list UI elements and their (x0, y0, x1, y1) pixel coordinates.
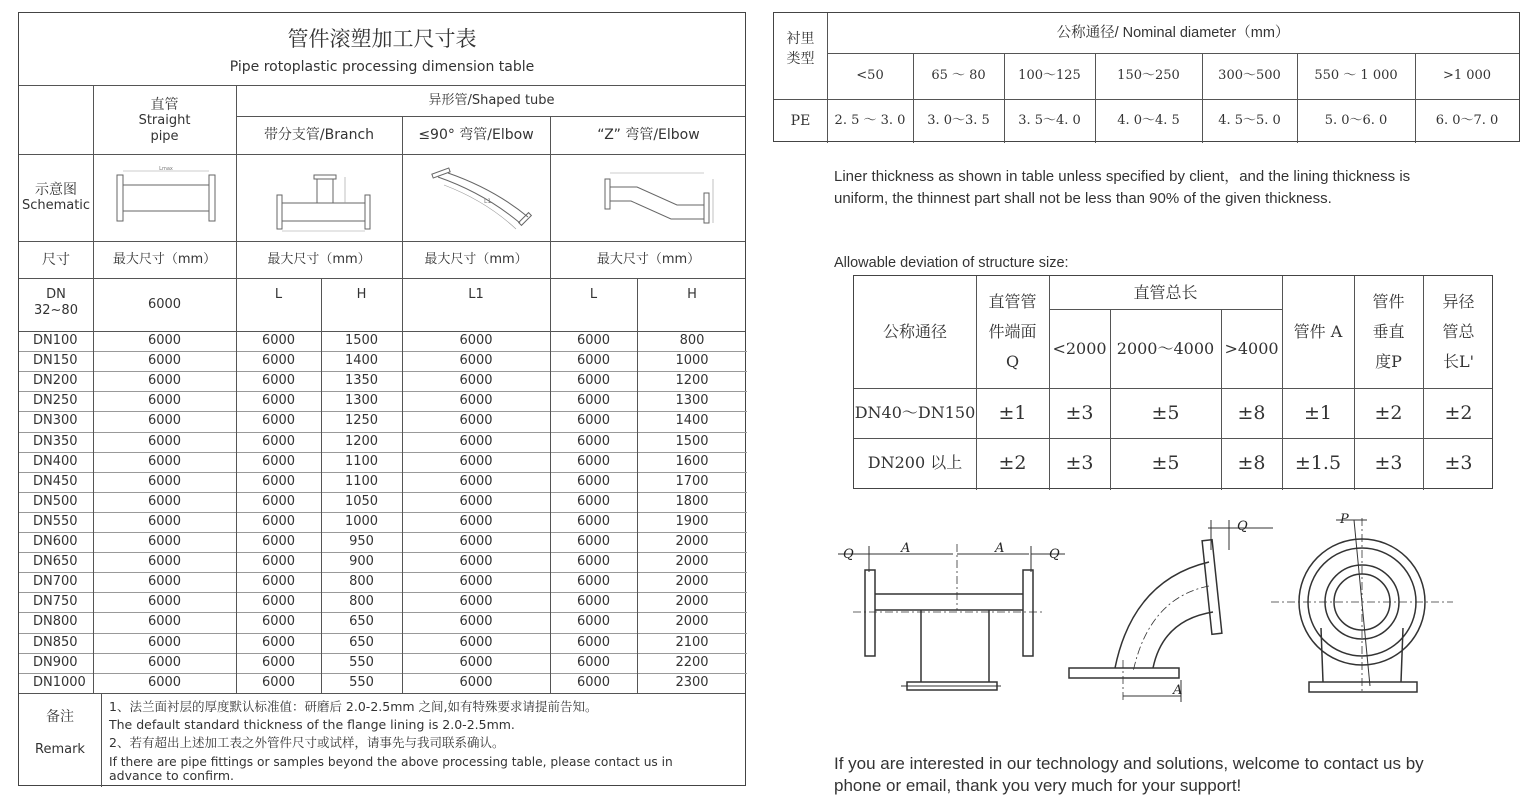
value-cell: 6000 (459, 373, 493, 389)
remark-line2-en-b: advance to confirm. (109, 768, 235, 783)
value-cell: 550 (349, 674, 374, 690)
liner-type-line1: 衬里 (786, 31, 815, 47)
value-cell: 1900 (675, 513, 709, 529)
value-cell: 2200 (675, 654, 709, 670)
value-cell: 6000 (147, 614, 182, 630)
liner-col-header: 100～125 (1018, 68, 1081, 83)
value-cell: 6000 (147, 353, 182, 369)
dev-h-reducer-1: 异径 (1442, 292, 1475, 311)
size-label: 尺寸 (42, 251, 70, 268)
dev-h-reducer-2: 管总 (1442, 322, 1475, 341)
value-cell: 6000 (459, 333, 493, 349)
flange-drawing (1271, 518, 1453, 694)
value-cell: 6000 (261, 473, 296, 489)
dev-value: ±1 (998, 402, 1027, 424)
value-cell: 6000 (459, 393, 493, 409)
dev-value: ±2 (998, 452, 1027, 474)
value-cell: 2100 (675, 634, 709, 650)
tee-label-Q-right: Q (1049, 547, 1060, 562)
dn-cell: DN250 (33, 393, 78, 409)
liner-type-label (774, 27, 827, 71)
value-cell: 6000 (147, 373, 182, 389)
value-cell: 1100 (344, 453, 379, 469)
value-cell: 6000 (576, 413, 611, 429)
value-cell: 2000 (675, 594, 709, 610)
remark-line2-cn: 2、若有超出上述加工表之外管件尺寸或试样，请事先与我司联系确认。 (109, 735, 505, 750)
straight-cn: 直管 (150, 97, 179, 113)
value-cell: 650 (349, 614, 374, 630)
value-cell: 1250 (344, 413, 379, 429)
value-cell: 6000 (459, 674, 493, 690)
value-cell: 6000 (261, 493, 296, 509)
value-cell: 6000 (261, 393, 296, 409)
value-cell: 6000 (261, 353, 296, 369)
value-cell: 6000 (576, 433, 611, 449)
liner-value: 3. 0～3. 5 (927, 113, 990, 128)
dn-cell: DN350 (33, 433, 78, 449)
deviation-caption: Allowable deviation of structure size: (834, 255, 1069, 271)
dev-h-nominal: 公称通径 (882, 322, 947, 341)
dev-h-reducer (1423, 280, 1494, 384)
deviation-table (853, 275, 1493, 489)
dev-value: ±8 (1237, 452, 1266, 474)
value-cell: 6000 (576, 493, 611, 509)
value-cell: 1000 (344, 513, 379, 529)
liner-value: 6. 0～7. 0 (1435, 113, 1499, 128)
contact-text (834, 753, 1424, 797)
elbow-drawing (1069, 520, 1273, 702)
value-cell: 1000 (675, 353, 709, 369)
remark-label-en: Remark (35, 742, 85, 757)
liner-note-line2: uniform, the thinnest part shall not be less than 90% of the given thickness. (834, 190, 1332, 207)
deviation-rows (854, 388, 1494, 490)
dev-h-gt4000: >4000 (1224, 338, 1279, 358)
elbow90-header: ≤90° 弯管/Elbow (418, 127, 534, 143)
dimension-rows (19, 331, 747, 693)
col-H-z: H (687, 287, 697, 302)
value-cell: 6000 (261, 554, 296, 570)
dev-h-endface-2: 件端面 (988, 322, 1037, 341)
value-cell: 6000 (576, 513, 611, 529)
dev-h-perp-1: 管件 (1372, 292, 1405, 311)
dev-h-reducer-3: 长L' (1442, 352, 1475, 371)
dev-value: ±8 (1237, 402, 1266, 424)
liner-col-header: <50 (856, 68, 884, 83)
straight-en1: Straight (138, 113, 191, 128)
value-cell: 6000 (459, 594, 493, 610)
value-cell: 800 (349, 594, 374, 610)
col-H-branch: H (356, 287, 367, 302)
value-cell: 6000 (576, 674, 611, 690)
value-cell: 6000 (147, 413, 182, 429)
dn-small-label (19, 281, 93, 325)
dev-value: ±1 (1303, 402, 1332, 424)
value-cell: 1350 (344, 373, 379, 389)
value-cell: 6000 (459, 353, 493, 369)
remark-line1-en: The default standard thickness of the flange lining is 2.0-2.5mm. (109, 717, 515, 732)
value-cell: 6000 (147, 393, 182, 409)
dev-value: ±2 (1374, 402, 1403, 424)
dev-value: ±3 (1065, 402, 1094, 424)
value-cell: 2000 (675, 614, 709, 630)
dev-h-lt2000: <2000 (1052, 338, 1107, 358)
liner-value: 3. 5～4. 0 (1018, 113, 1081, 128)
value-cell: 6000 (261, 574, 296, 590)
liner-col-header: 150～250 (1117, 68, 1180, 83)
dn-cell: DN550 (33, 513, 78, 529)
value-cell: 1300 (344, 393, 379, 409)
value-cell: 6000 (576, 594, 611, 610)
value-cell: 950 (349, 534, 374, 550)
dev-h-A: 管件 A (1293, 322, 1343, 341)
value-cell: 6000 (147, 433, 182, 449)
value-cell: 6000 (459, 574, 493, 590)
value-cell: 6000 (459, 634, 493, 650)
value-cell: 6000 (147, 634, 182, 650)
liner-columns (827, 53, 1519, 143)
schematic-label (19, 154, 93, 241)
value-cell: 1500 (344, 333, 379, 349)
schematic-cn: 示意图 (35, 181, 77, 198)
max-size-z-elbow: 最大尺寸（mm） (596, 251, 701, 267)
dev-value: ±5 (1151, 402, 1180, 424)
remark-label-cn: 备注 (46, 709, 74, 725)
value-cell: 6000 (459, 413, 493, 429)
value-cell: 6000 (261, 513, 296, 529)
dev-value: ±3 (1374, 452, 1403, 474)
liner-value: 4. 5～5. 0 (1218, 113, 1281, 128)
value-cell: 900 (349, 554, 374, 570)
dn-cell: DN300 (33, 413, 78, 429)
value-cell: 6000 (147, 554, 182, 570)
dn-cell: DN400 (33, 453, 78, 469)
value-cell: 2300 (675, 674, 709, 690)
value-cell: 6000 (261, 373, 296, 389)
value-cell: 1300 (675, 393, 709, 409)
col-L-branch: L (274, 287, 283, 302)
col-L-z: L (589, 287, 598, 302)
value-cell: 6000 (147, 534, 182, 550)
value-cell: 1200 (344, 433, 379, 449)
dn-cell: DN700 (33, 574, 78, 590)
value-cell: 650 (349, 634, 374, 650)
value-cell: 1500 (675, 433, 709, 449)
tee-label-A-right: A (995, 541, 1005, 556)
dn-cell: DN600 (33, 534, 78, 550)
value-cell: 6000 (576, 614, 611, 630)
dn-cell: DN100 (33, 333, 78, 349)
straight-pipe-header (93, 93, 236, 149)
value-cell: 800 (679, 333, 705, 349)
value-cell: 6000 (459, 534, 493, 550)
z-elbow-schematic (597, 165, 717, 235)
value-cell: 6000 (576, 473, 611, 489)
dev-h-perp-3: 度P (1375, 352, 1402, 371)
max-size-branch: 最大尺寸（mm） (267, 251, 371, 267)
liner-value: 2. 5 ～ 3. 0 (834, 113, 906, 128)
liner-col-header: 300～500 (1218, 68, 1281, 83)
dn-cell: DN650 (33, 554, 78, 570)
value-cell: 6000 (261, 654, 296, 670)
value-cell: 6000 (261, 413, 296, 429)
elbow-label-A: A (1173, 683, 1183, 698)
value-cell: 2000 (675, 574, 709, 590)
liner-note (834, 166, 1410, 210)
dn-cell: DN450 (33, 473, 78, 489)
dn-cell: DN900 (33, 654, 78, 670)
value-cell: 1100 (344, 473, 379, 489)
remark-line2-en-a: If there are pipe fittings or samples beyond the above processing table, please contact us in (109, 755, 673, 769)
dev-h-endface (976, 280, 1049, 384)
tee-label-Q-left: Q (843, 547, 854, 562)
value-cell: 6000 (147, 473, 182, 489)
value-cell: 6000 (459, 654, 493, 670)
tee-label-A-left: A (901, 541, 911, 556)
dev-h-perp (1354, 280, 1423, 384)
dev-value: ±2 (1444, 402, 1473, 424)
value-cell: 6000 (459, 513, 493, 529)
value-cell: 6000 (459, 433, 493, 449)
z-elbow-header: “Z” 弯管/Elbow (597, 127, 700, 143)
dev-row-label: DN200 以上 (867, 453, 963, 472)
value-cell: 800 (349, 574, 374, 590)
dev-h-endface-3: Q (1005, 352, 1020, 371)
value-cell: 6000 (147, 493, 182, 509)
pe-label: PE (790, 113, 811, 129)
liner-col-header: 550 ～ 1 000 (1314, 68, 1398, 83)
value-cell: 6000 (459, 493, 493, 509)
dev-h-2000-4000: 2000～4000 (1116, 338, 1215, 358)
value-cell: 6000 (576, 574, 611, 590)
value-cell: 6000 (147, 674, 182, 690)
value-cell: 6000 (147, 453, 182, 469)
value-cell: 6000 (147, 513, 182, 529)
straight-en2: pipe (150, 129, 179, 144)
liner-col-header: 65 ～ 80 (931, 68, 986, 83)
dn-cell: DN850 (33, 634, 78, 650)
svg-text:L1: L1 (484, 198, 492, 205)
elbow-label-Q: Q (1237, 519, 1248, 534)
dn-label: DN (46, 287, 66, 302)
dev-value: ±3 (1444, 452, 1473, 474)
value-cell: 6000 (576, 554, 611, 570)
dn-cell: DN1000 (33, 674, 86, 690)
value-cell: 1700 (675, 473, 709, 489)
value-cell: 6000 (459, 453, 493, 469)
value-cell: 1200 (675, 373, 709, 389)
value-cell: 6000 (261, 634, 296, 650)
dev-row-label: DN40～DN150 (854, 403, 976, 422)
value-cell: 6000 (147, 594, 182, 610)
value-cell: 6000 (147, 574, 182, 590)
liner-value: 5. 0～6. 0 (1324, 113, 1388, 128)
elbow-schematic (424, 163, 539, 235)
liner-col-header: >1 000 (1442, 68, 1492, 83)
straight-pipe-schematic (111, 163, 221, 233)
value-cell: 1050 (344, 493, 379, 509)
dev-value: ±3 (1065, 452, 1094, 474)
dn-range: 32~80 (34, 303, 78, 318)
table-title-en: Pipe rotoplastic processing dimension table (229, 59, 535, 75)
fitting-tolerance-drawings (833, 510, 1523, 710)
dev-h-endface-1: 直管管 (988, 292, 1037, 311)
branch-header: 带分支管/Branch (263, 127, 375, 143)
dev-value: ±1.5 (1294, 452, 1342, 474)
remark-line1-cn: 1、法兰面衬层的厚度默认标准值：研磨后 2.0-2.5mm 之间,如有特殊要求请提前告知。 (109, 699, 598, 714)
value-cell: 6000 (576, 453, 611, 469)
contact-line2: phone or email, thank you very much for your support! (834, 776, 1242, 795)
value-cell: 6000 (459, 614, 493, 630)
value-cell: 6000 (261, 594, 296, 610)
value-cell: 6000 (147, 654, 182, 670)
value-cell: 2000 (675, 534, 709, 550)
value-cell: 6000 (459, 473, 493, 489)
value-cell: 6000 (576, 393, 611, 409)
value-cell: 6000 (459, 554, 493, 570)
liner-note-line1: Liner thickness as shown in table unless specified by client，and the lining thickness is (834, 168, 1411, 185)
value-cell: 6000 (261, 453, 296, 469)
nominal-diameter-header: 公称通径/ Nominal diameter（mm） (1056, 25, 1290, 41)
value-cell: 6000 (147, 333, 182, 349)
svg-text:Lmax: Lmax (159, 166, 173, 172)
col-L1: L1 (468, 287, 484, 302)
dev-h-total-length: 直管总长 (1133, 282, 1198, 302)
value-cell: 6000 (261, 433, 296, 449)
contact-line1: If you are interested in our technology and solutions, welcome to contact us by (834, 754, 1424, 773)
value-cell: 6000 (261, 614, 296, 630)
schematic-en: Schematic (21, 197, 91, 213)
max-size-straight: 最大尺寸（mm） (112, 251, 217, 267)
dn-cell: DN500 (33, 493, 78, 509)
value-cell: 6000 (576, 353, 611, 369)
branch-pipe-schematic (269, 165, 379, 235)
liner-type-line2: 类型 (786, 51, 815, 67)
max-size-elbow: 最大尺寸（mm） (424, 251, 528, 267)
value-cell: 6000 (576, 654, 611, 670)
shaped-tube-header: 异形管/Shaped tube (428, 92, 555, 108)
dn-small-straight: 6000 (147, 296, 182, 312)
dn-cell: DN800 (33, 614, 78, 630)
dn-cell: DN200 (33, 373, 78, 389)
value-cell: 1400 (675, 413, 709, 429)
value-cell: 2000 (675, 554, 709, 570)
dev-h-perp-2: 垂直 (1372, 322, 1405, 341)
value-cell: 6000 (576, 373, 611, 389)
dn-cell: DN150 (33, 353, 78, 369)
value-cell: 1400 (344, 353, 379, 369)
liner-value: 4. 0～4. 5 (1117, 113, 1180, 128)
flange-label-P: P (1340, 512, 1349, 527)
tee-drawing (838, 544, 1065, 690)
value-cell: 550 (349, 654, 374, 670)
value-cell: 6000 (576, 333, 611, 349)
value-cell: 6000 (261, 674, 296, 690)
value-cell: 6000 (576, 634, 611, 650)
liner-thickness-table (773, 12, 1520, 142)
value-cell: 6000 (576, 534, 611, 550)
processing-dimension-table (18, 12, 746, 786)
value-cell: 1800 (675, 493, 709, 509)
value-cell: 1600 (675, 453, 709, 469)
value-cell: 6000 (261, 333, 296, 349)
value-cell: 6000 (261, 534, 296, 550)
table-title-cn: 管件滚塑加工尺寸表 (287, 27, 477, 51)
dn-cell: DN750 (33, 594, 78, 610)
dev-value: ±5 (1151, 452, 1180, 474)
